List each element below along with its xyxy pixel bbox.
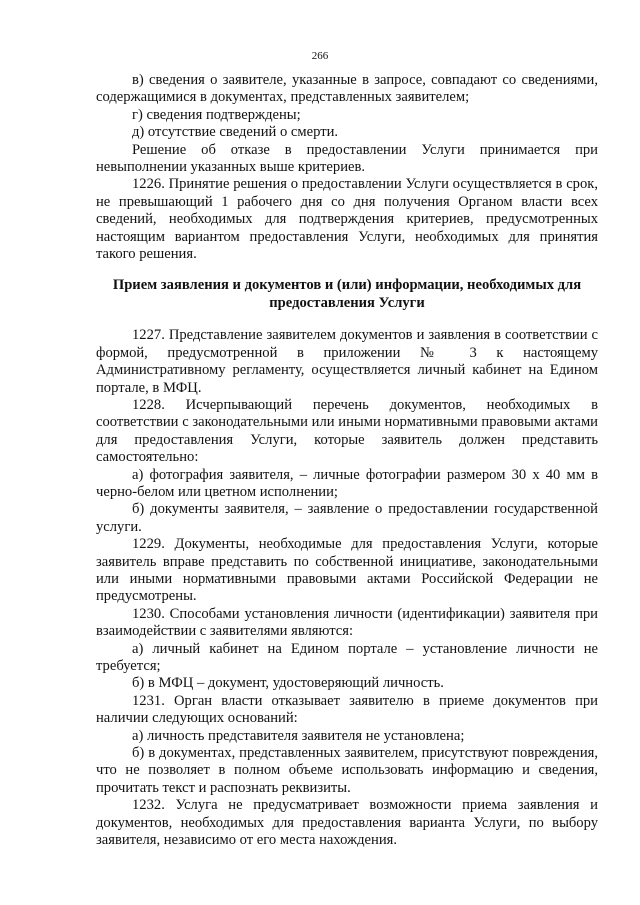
paragraph-1226: 1226. Принятие решения о предоставлении Услуги осуществляется в срок, не превышающий 1 рабочего дня со дня получения Органом власти всех сведений, необходимых для подтверждения критериев, предусмотренных настоящим вариантом предоставления Услуги, необходимых для принятия такого решения. xyxy=(96,176,598,263)
paragraph-item-g: г) сведения подтверждены; xyxy=(132,106,301,123)
paragraph-1230-b: б) в МФЦ – документ, удостоверяющий личность. xyxy=(132,675,444,692)
paragraph-1229: 1229. Документы, необходимые для предоставления Услуги, которые заявитель вправе представить по собственной инициативе, законодательными или иными нормативными правовыми актами Российской Федерации не предусмотрены. xyxy=(96,536,598,605)
section-heading: Прием заявления и документов и (или) информации, необходимых для предоставления Услуги xyxy=(112,277,582,311)
paragraph-1231-b: б) в документах, представленных заявителем, присутствуют повреждения, что не позволяет в полном объеме использовать информацию и сведения, прочитать текст и распознать реквизиты. xyxy=(96,745,598,796)
paragraph-1228-b: б) документы заявителя, – заявление о предоставлении государственной услуги. xyxy=(96,501,598,535)
paragraph-1232: 1232. Услуга не предусматривает возможности приема заявления и документов, необходимых для предоставления варианта Услуги, по выбору заявителя, независимо от его места нахождения. xyxy=(96,797,598,849)
paragraph-item-d: д) отсутствие сведений о смерти. xyxy=(132,124,339,141)
paragraph-1227: 1227. Представление заявителем документов и заявления в соответствии с формой, предусмотренной в приложении № 3 к настоящему Административному регламенту, осуществляется личный кабинет на Едином портале, в МФЦ. xyxy=(96,327,598,396)
paragraph-1230-a: а) личный кабинет на Едином портале – установление личности не требуется; xyxy=(96,640,598,674)
document-body xyxy=(96,72,598,849)
paragraph-1228-a: а) фотография заявителя, – личные фотографии размером 30 х 40 мм в черно-белом или цветном исполнении; xyxy=(96,466,598,500)
paragraph-refusal-decision: Решение об отказе в предоставлении Услуги принимается при невыполнении указанных выше критериев. xyxy=(96,141,598,176)
page-number: 266 xyxy=(311,50,329,62)
paragraph-1231-a: а) личность представителя заявителя не установлена; xyxy=(132,727,465,744)
paragraph-1231: 1231. Орган власти отказывает заявителю в приеме документов при наличии следующих оснований: xyxy=(96,692,598,727)
paragraph-1228: 1228. Исчерпывающий перечень документов, необходимых в соответствии с законодательными или иными нормативными правовыми актами для предоставления Услуги, которые заявитель должен представить самостоятельно: xyxy=(96,396,598,466)
paragraph-1230: 1230. Способами установления личности (идентификации) заявителя при взаимодействии с заявителями являются: xyxy=(96,605,598,640)
paragraph-item-v: в) сведения о заявителе, указанные в запросе, совпадают со сведениями, содержащимися в документах, представленных заявителем; xyxy=(96,72,598,106)
